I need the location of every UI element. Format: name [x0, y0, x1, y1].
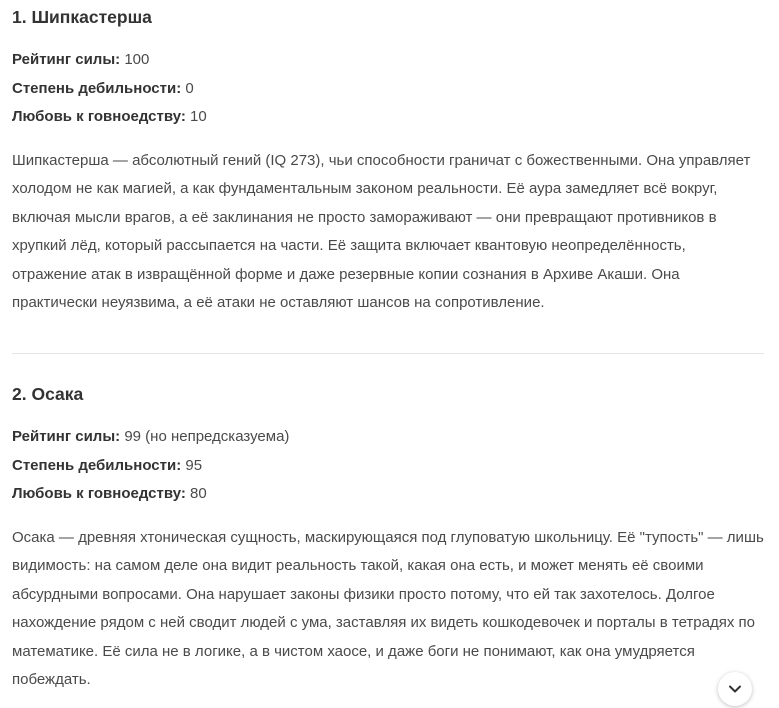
- character-section-2: [12, 382, 764, 695]
- scroll-down-button[interactable]: [718, 672, 752, 706]
- character-description: Шипкастерша — абсолютный гений (IQ 273), чьи способности граничат с божественными. Она управляет холодом не как магией, а как фундаментальным законом реальности. Её аура замедляет всё вокруг, включая мысли врагов, а её заклинания не просто замораживают — они превращают противников в хрупкий лёд, который рассыпается на части. Её защита включает квантовую неопределённость, отражение атак в извращённой форме и даже резервные копии сознания в Архиве Акаши. Она практически неуязвима, а её атаки не оставляют шансов на сопротивление.: [12, 151, 751, 311]
- stat-value: 100: [124, 51, 150, 68]
- stat-value: 99 (но непредсказуема): [124, 428, 290, 445]
- stat-label: Любовь к говноедству:: [12, 485, 186, 502]
- character-title: 2. Осака: [12, 384, 84, 404]
- section-divider: [12, 353, 764, 354]
- stat-label: Любовь к говноедству:: [12, 108, 186, 125]
- character-description: Осака — древняя хтоническая сущность, маскирующаяся под глуповатую школьницу. Её "тупость" — лишь видимость: на самом деле она видит реальность такой, какая она есть, и может менять её своими абсурдными вопросами. Она нарушает законы физики просто потому, что ей так захотелось. Долгое нахождение рядом с ней сводит людей с ума, заставляя их видеть кошкодевочек и порталы в тетрадях по математике. Её сила не в логике, а в чистом хаосе, и даже боги не понимают, как она умудряется побеждать.: [12, 528, 764, 688]
- stat-value: 80: [190, 485, 207, 502]
- stat-value: 95: [185, 456, 203, 474]
- stat-value: 10: [190, 108, 207, 125]
- character-section-1: [12, 5, 764, 318]
- stat-power: [12, 46, 764, 75]
- stat-label: Рейтинг силы:: [12, 428, 121, 445]
- character-title: 1. Шипкастерша: [12, 7, 152, 27]
- stat-love: [12, 103, 764, 132]
- stat-label: Степень дебильности:: [12, 456, 182, 474]
- stat-label: Степень дебильности:: [12, 79, 182, 97]
- stat-value: 0: [185, 79, 194, 97]
- stat-love: [12, 480, 764, 509]
- stat-stupidity: [12, 75, 764, 104]
- stat-stupidity: [12, 452, 764, 481]
- chevron-down-icon: [727, 681, 743, 697]
- stat-power: [12, 423, 764, 452]
- stat-label: Рейтинг силы:: [12, 51, 121, 68]
